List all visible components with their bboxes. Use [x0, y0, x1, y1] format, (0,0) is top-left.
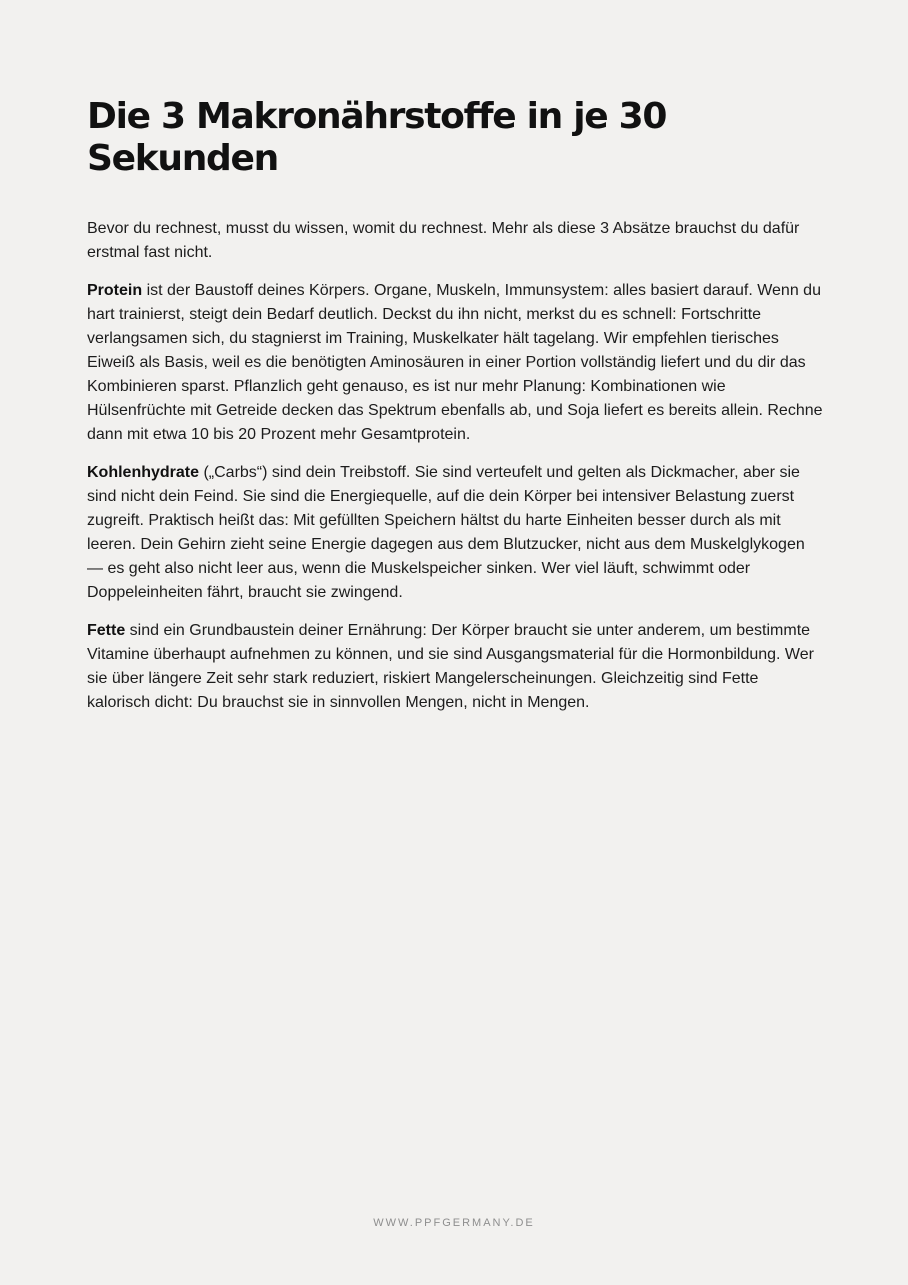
protein-paragraph [87, 279, 823, 447]
protein-term: Protein [87, 282, 143, 299]
document-page [87, 96, 823, 715]
protein-text: ist der Baustoff deines Körpers. Organe, Muskeln, Immunsystem: alles basiert darauf. Wenn du hart trainierst, steigt dein Bedarf deutlich. Deckst du ihn nicht, merkst du es schnell: Fortschritte verlangsamen sich, du stagnierst im Training, Muskelkater hält tagelang. Wir empfehlen tierisches Eiweiß als Basis, weil es die benötigten Aminosäuren in einer Portion vollständig liefert und du dir das Kombinieren sparst. Pflanzlich geht genauso, es ist nur mehr Planung: Kombinationen wie Hülsenfrüchte mit Getreide decken das Spektrum ebenfalls ab, und Soja liefert es bereits allein. Rechne dann mit etwa 10 bis 20 Prozent mehr Gesamtprotein. [87, 282, 823, 443]
carbohydrates-paragraph [87, 461, 823, 605]
fats-text: sind ein Grundbaustein deiner Ernährung: Der Körper braucht sie unter anderem, um bestimmte Vitamine überhaupt aufnehmen zu können, und sie sind Ausgangsmaterial für die Hormonbildung. Wer sie über längere Zeit sehr stark reduziert, riskiert Mangelerscheinungen. Gleichzeitig sind Fette kalorisch dicht: Du brauchst sie in sinnvollen Mengen, nicht in Mengen. [87, 622, 814, 711]
carbohydrates-term: Kohlenhydrate [87, 464, 200, 481]
carbohydrates-text: („Carbs“) sind dein Treibstoff. Sie sind verteufelt und gelten als Dickmacher, aber sie sind nicht dein Feind. Sie sind die Energiequelle, auf die dein Körper bei intensiver Belastung zuerst zugreift. Praktisch heißt das: Mit gefüllten Speichern hältst du harte Einheiten besser durch als mit leeren. Dein Gehirn zieht seine Energie dagegen aus dem Blutzucker, nicht aus dem Muskelglykogen — es geht also nicht leer aus, wenn die Muskelspeicher sinken. Wer viel läuft, schwimmt oder Doppeleinheiten fährt, braucht sie zwingend. [87, 464, 805, 601]
intro-paragraph: Bevor du rechnest, musst du wissen, womit du rechnest. Mehr als diese 3 Absätze brauchst du dafür erstmal fast nicht. [87, 220, 800, 261]
website-footer: WWW.PPFGERMANY.DE [373, 1217, 535, 1229]
page-title: Die 3 Makronährstoffe in je 30 Sekunden [87, 96, 667, 179]
fats-term: Fette [87, 622, 126, 639]
fats-paragraph [87, 619, 823, 715]
